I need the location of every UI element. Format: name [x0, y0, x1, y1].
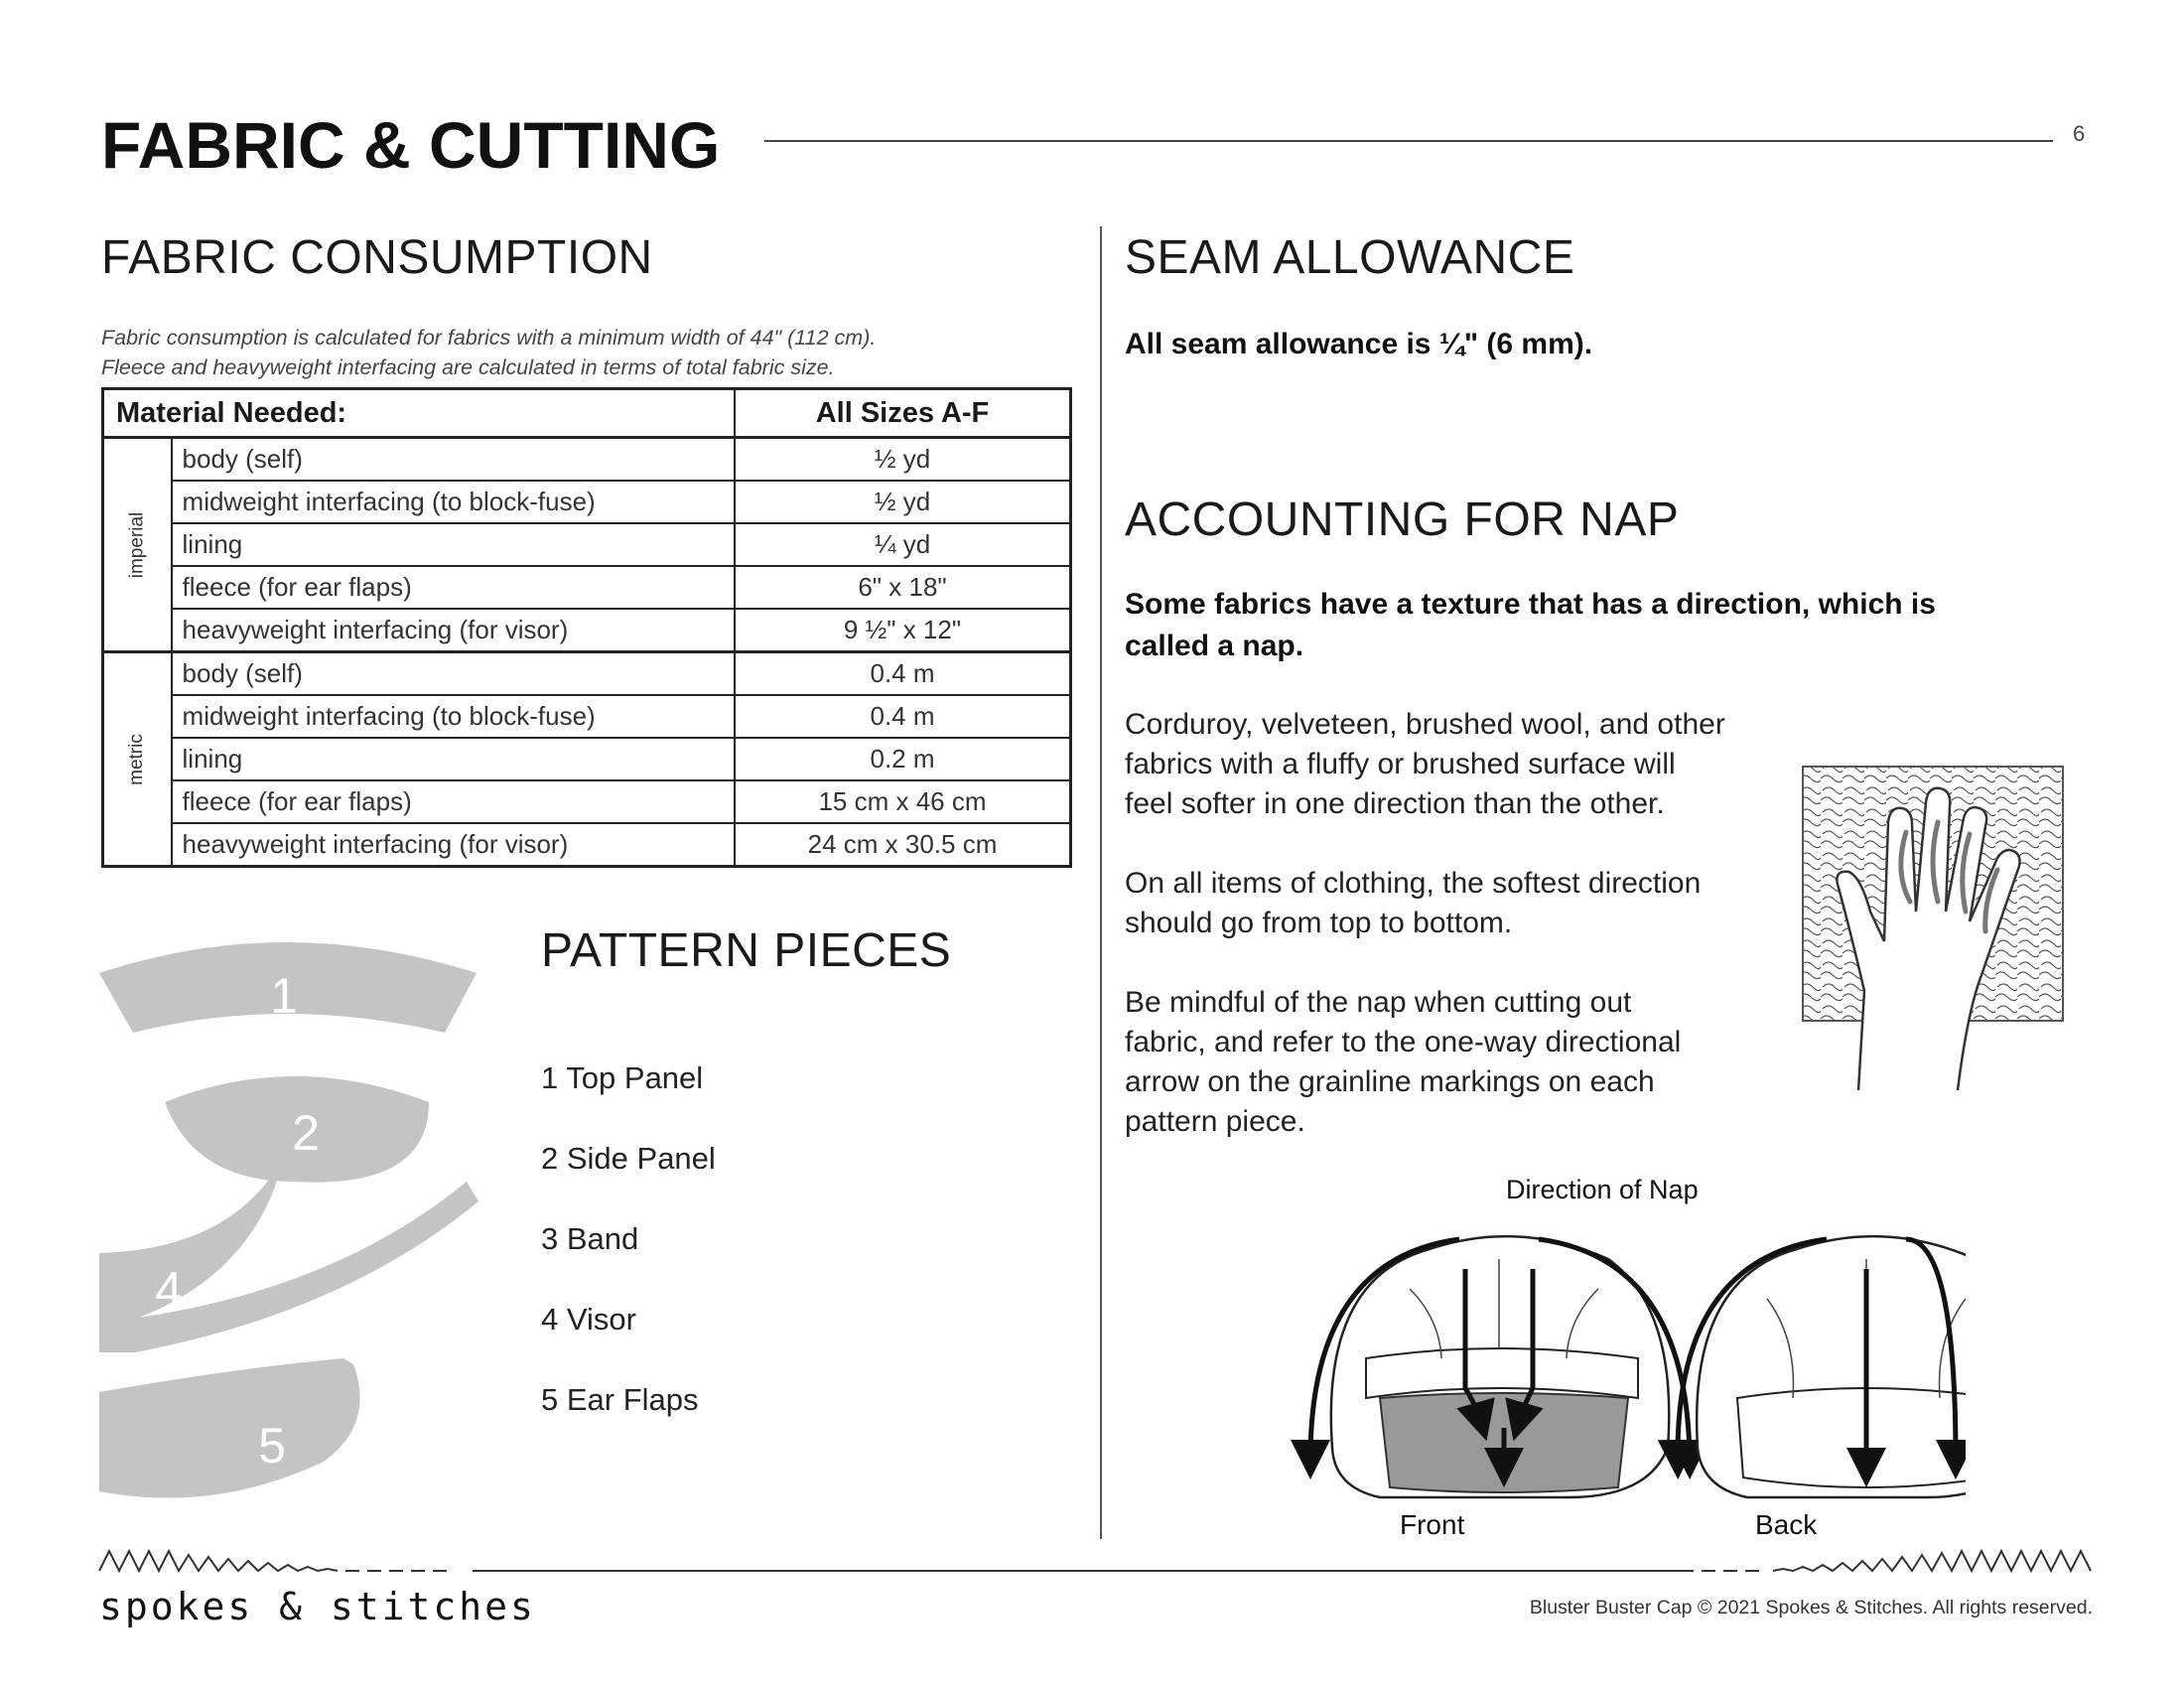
hand-on-fabric-icon	[1799, 763, 2067, 1090]
piece-label-1: 1 Top Panel	[541, 1060, 704, 1095]
piece-number-5: 5	[258, 1418, 286, 1474]
fabric-note-line-1: Fabric consumption is calculated for fabrics with a minimum width of 44" (112 cm).	[101, 326, 877, 350]
material-name: fleece (for ear flaps)	[172, 566, 735, 609]
nap-paragraph-2	[1125, 864, 1800, 943]
nap-paragraph-line: feel softer in one direction than the other.	[1125, 787, 1665, 820]
table-row	[103, 823, 1071, 867]
material-amount: 0.4 m	[735, 695, 1071, 738]
nap-paragraph-line: Corduroy, velveteen, brushed wool, and other	[1125, 708, 1725, 741]
nap-intro-line-2: called a nap.	[1125, 630, 1304, 662]
material-name: fleece (for ear flaps)	[172, 780, 735, 823]
material-name: midweight interfacing (to block-fuse)	[172, 481, 735, 523]
piece-5-ear-flaps-shape	[99, 1358, 360, 1498]
group-label-imperial: imperial	[103, 438, 172, 652]
material-amount: ¼ yd	[735, 523, 1071, 566]
table-header-row	[103, 389, 1071, 438]
fabric-note-line-2: Fleece and heavyweight interfacing are calculated in terms of total fabric size.	[101, 355, 835, 379]
back-label: Back	[1755, 1509, 1818, 1540]
material-amount: ½ yd	[735, 481, 1071, 523]
material-amount: 24 cm x 30.5 cm	[735, 823, 1071, 867]
pattern-pieces-heading: PATTERN PIECES	[541, 924, 952, 977]
material-name: lining	[172, 523, 735, 566]
nap-diagram-title: Direction of Nap	[1506, 1175, 1699, 1204]
page-number: 6	[2073, 121, 2086, 146]
pattern-pieces-illustration	[95, 921, 492, 1517]
material-amount: 15 cm x 46 cm	[735, 780, 1071, 823]
table-row	[103, 695, 1071, 738]
nap-paragraph-line: arrow on the grainline markings on each	[1125, 1065, 1655, 1098]
nap-paragraph-1	[1125, 705, 1800, 824]
nap-paragraph-3	[1125, 983, 1800, 1142]
seam-allowance-heading: SEAM ALLOWANCE	[1125, 231, 1575, 284]
material-amount: 0.4 m	[735, 652, 1071, 696]
piece-label-3: 3 Band	[541, 1221, 639, 1256]
fabric-note	[101, 323, 995, 382]
material-amount: 9 ½" x 12"	[735, 609, 1071, 652]
nap-paragraph-line: should go from top to bottom.	[1125, 907, 1513, 939]
piece-label-5: 5 Ear Flaps	[541, 1382, 699, 1417]
material-name: body (self)	[172, 438, 735, 482]
direction-of-nap-diagram	[1271, 1199, 1966, 1517]
material-amount: 0.2 m	[735, 738, 1071, 780]
piece-number-2: 2	[292, 1105, 320, 1161]
material-table	[101, 387, 1072, 868]
column-divider	[1100, 226, 1102, 1539]
front-label: Front	[1400, 1509, 1465, 1540]
piece-number-3: 3	[286, 1308, 314, 1363]
material-name: midweight interfacing (to block-fuse)	[172, 695, 735, 738]
piece-label-4: 4 Visor	[541, 1302, 636, 1336]
table-row	[103, 566, 1071, 609]
nap-heading: ACCOUNTING FOR NAP	[1125, 493, 1680, 546]
nap-intro-line-1: Some fabrics have a texture that has a direction, which is	[1125, 588, 1936, 621]
table-row	[103, 481, 1071, 523]
table-row	[103, 652, 1071, 696]
nap-paragraph-line: fabric, and refer to the one-way directional	[1125, 1026, 1682, 1058]
pattern-piece-shapes	[99, 942, 478, 1498]
material-name: heavyweight interfacing (for visor)	[172, 609, 735, 652]
title-rule	[764, 140, 2053, 142]
piece-number-1: 1	[270, 968, 298, 1024]
nap-intro	[1125, 584, 2038, 667]
cap-front-illustration	[1331, 1236, 1669, 1497]
page-title: FABRIC & CUTTING	[101, 108, 721, 182]
table-row	[103, 523, 1071, 566]
nap-paragraph-line: On all items of clothing, the softest direction	[1125, 867, 1702, 900]
table-row	[103, 738, 1071, 780]
table-row	[103, 780, 1071, 823]
table-row	[103, 438, 1071, 482]
sizes-header: All Sizes A-F	[735, 389, 1071, 438]
footer-stitch-line	[95, 1547, 2101, 1577]
copyright-notice: Bluster Buster Cap © 2021 Spokes & Stitches. All rights reserved.	[1529, 1597, 2093, 1618]
seam-allowance-text: All seam allowance is ¼" (6 mm).	[1125, 328, 1593, 360]
nap-paragraph-line: Be mindful of the nap when cutting out	[1125, 986, 1632, 1019]
material-header: Material Needed:	[103, 389, 736, 438]
nap-paragraph-line: pattern piece.	[1125, 1105, 1305, 1138]
table-row	[103, 609, 1071, 652]
material-name: lining	[172, 738, 735, 780]
piece-number-4: 4	[155, 1262, 183, 1318]
material-amount: 6" x 18"	[735, 566, 1071, 609]
material-name: body (self)	[172, 652, 735, 696]
group-label-metric: metric	[103, 652, 172, 867]
piece-label-2: 2 Side Panel	[541, 1141, 716, 1176]
material-name: heavyweight interfacing (for visor)	[172, 823, 735, 867]
material-amount: ½ yd	[735, 438, 1071, 482]
brand-logo-text: spokes & stitches	[99, 1585, 536, 1628]
nap-paragraph-line: fabrics with a fluffy or brushed surface will	[1125, 748, 1676, 780]
fabric-consumption-heading: FABRIC CONSUMPTION	[101, 231, 653, 284]
